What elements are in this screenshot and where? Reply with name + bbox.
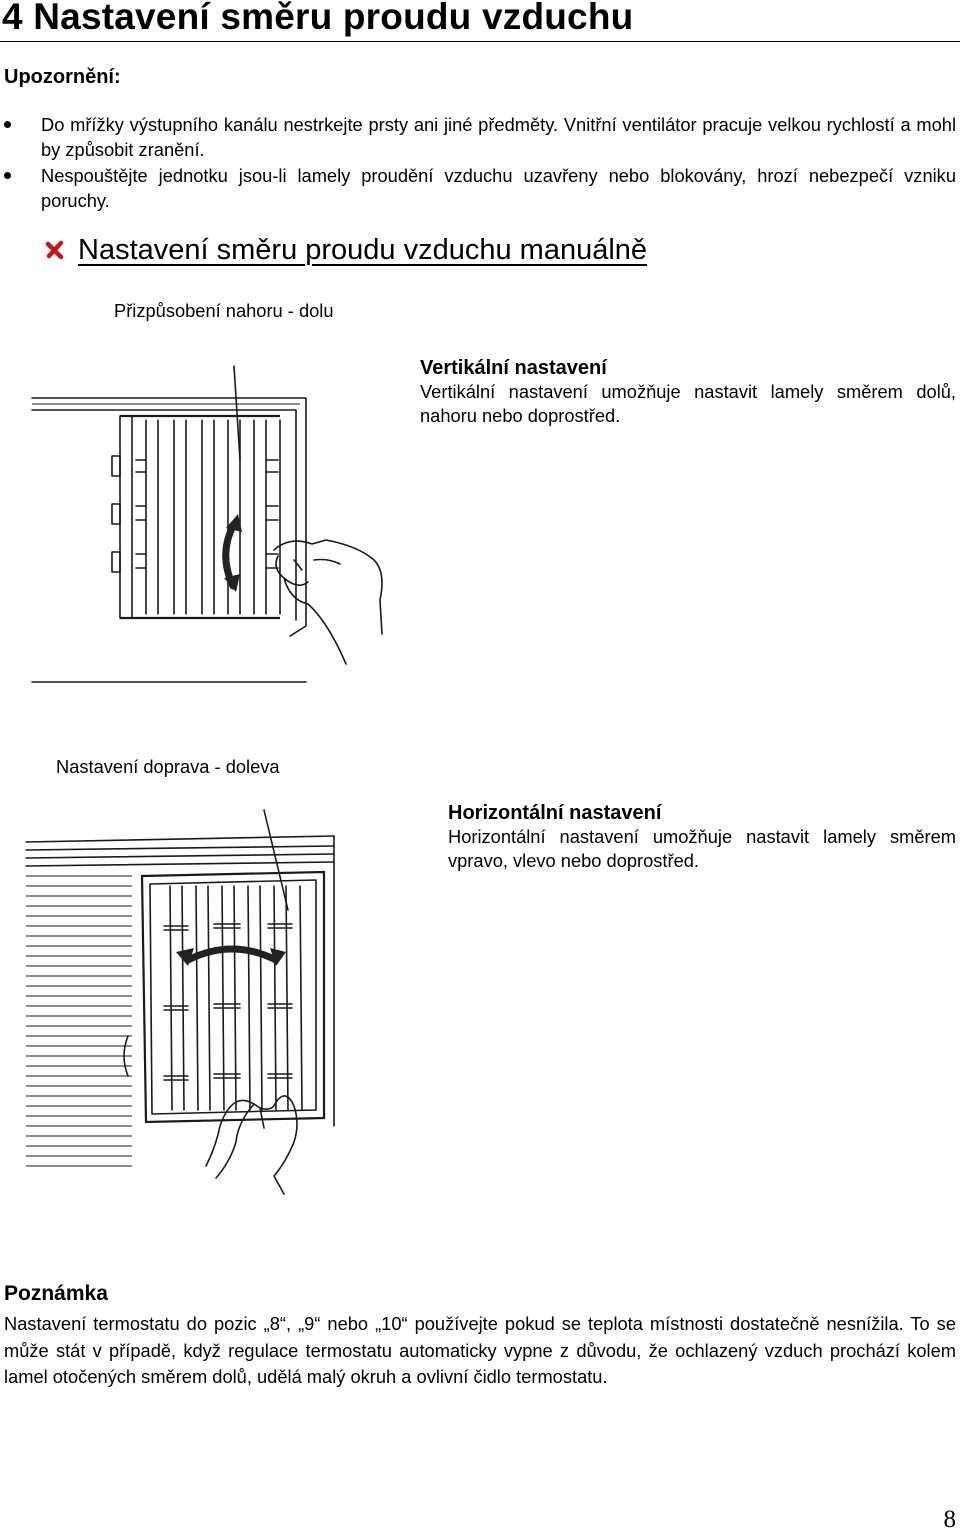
heading-rule bbox=[0, 41, 960, 42]
red-x-icon bbox=[44, 239, 66, 261]
horizontal-caption: Nastavení doprava - doleva bbox=[56, 756, 280, 777]
vertical-louver-illustration bbox=[28, 364, 400, 684]
note-title: Poznámka bbox=[4, 1282, 108, 1305]
vertical-title: Vertikální nastavení bbox=[420, 357, 607, 379]
list-item bbox=[4, 163, 956, 213]
left-right-arrow-icon bbox=[176, 948, 286, 966]
manual-adjust-heading bbox=[44, 234, 647, 267]
bullet-icon bbox=[4, 121, 11, 128]
warning-title: Upozornění: bbox=[4, 66, 121, 88]
list-item bbox=[4, 112, 956, 162]
warning-item-text: Do mřížky výstupního kanálu nestrkejte prsty ani jiné předměty. Vnitřní ventilátor pracuje velkou rychlostí a mohl by způsobit zranění. bbox=[41, 114, 956, 160]
page-number: 8 bbox=[943, 1506, 956, 1533]
warning-item-text: Nespouštějte jednotku jsou-li lamely proudění vzduchu uzavřeny nebo blokovány, hrozí nebezpečí vzniku poruchy. bbox=[41, 165, 956, 211]
side-grille bbox=[26, 876, 132, 1166]
note-text: Nastavení termostatu do pozic „8“, „9“ nebo „10“ používejte pokud se teplota místnosti dostatečně nesnížila. To se může stát v případě, když regulace termostatu automaticky vypne z důvodu, že ochlazený vzduch prochází kolem lamel otočených směrem dolů, udělá malý okruh a ovlivní čidlo termostatu. bbox=[4, 1313, 956, 1387]
horizontal-description: Horizontální nastavení umožňuje nastavit lamely směrem vpravo, vlevo nebo doprostřed. bbox=[448, 826, 956, 871]
page-heading: 4 Nastavení směru proudu vzduchu bbox=[2, 0, 634, 37]
louver-vanes bbox=[170, 886, 302, 1110]
vertical-description: Vertikální nastavení umožňuje nastavit lamely směrem dolů, nahoru nebo doprostřed. bbox=[420, 381, 956, 426]
bullet-icon bbox=[4, 172, 11, 179]
vertical-info bbox=[420, 356, 956, 428]
warning-list bbox=[4, 112, 956, 214]
vane-clips bbox=[112, 456, 278, 572]
louver-vanes bbox=[120, 416, 280, 618]
horizontal-title: Horizontální nastavení bbox=[448, 802, 662, 824]
vertical-caption: Přizpůsobení nahoru - dolu bbox=[114, 300, 334, 321]
horizontal-info bbox=[448, 801, 956, 873]
hand-icon bbox=[274, 540, 382, 664]
manual-adjust-title: Nastavení směru proudu vzduchu manuálně bbox=[78, 234, 648, 266]
horizontal-louver-illustration bbox=[24, 806, 344, 1198]
